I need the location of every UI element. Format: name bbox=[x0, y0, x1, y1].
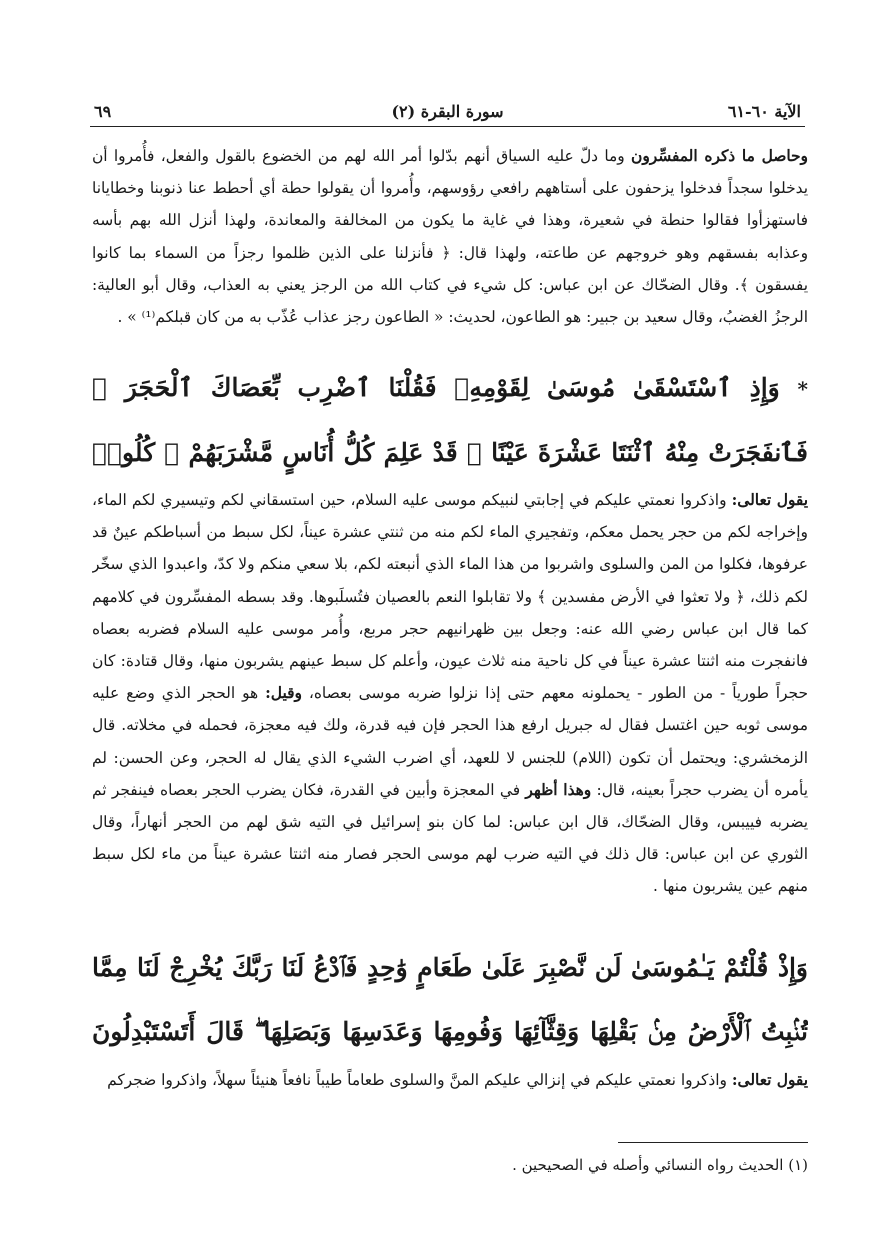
commentary-block-1 bbox=[92, 140, 808, 350]
emphasis-adhhar: وهذا أظهر bbox=[525, 780, 592, 799]
commentary-paragraph bbox=[92, 1064, 808, 1096]
commentary-block-3 bbox=[92, 1064, 808, 1112]
page-body bbox=[92, 140, 808, 1112]
paragraph-text: هو الحجر الذي وضع عليه موسى ثوبه حين اغتسل فقال له جبريل ارفع هذا الحجر فإن فيه قدرة، ولك فيه معجزة، فحمله في مخلاته. قال الزمخشري: ويحتمل أن تكون (اللام) للجنس لا للعهد، أي اضرب الشيء الذي يقال له الحجر، وعن الحسن: لم يأمره أن يضرب حجراً بعينه، قال: bbox=[92, 684, 808, 799]
paragraph-text: واذكروا نعمتي عليكم في إجابتي لنبيكم موسى عليه السلام، حين استسقاني لكم وتيسيري لكم الماء، وإخراجه لكم من حجر يحمل معكم، وتفجيري الماء لكم منه من ثنتي عشرة عيناً، لكل سبط من أسباطكم عينٌ قد عرفوها، فكلوا من المن والسلوى واشربوا من هذا الماء الذي أنبعته لكم، بلا سعي منكم ولا كدّ، واعبدوا الذي سخّر لكم ذلك، ﴿ ولا تعثوا في الأرض مفسدين ﴾ ولا تقابلوا النعم بالعصيان فتُسلَبوها. وقد بسطه المفسِّرون في كلامهم كما قال ابن عباس رضي الله عنه: وجعل بين ظهرانيهم حجر مربع، وأُمر موسى عليه السلام فضربه بعصاه فانفجرت منه اثنتا عشرة عيناً في كل ناحية منه ثلاث عيون، وأعلم كل سبط عينهم يشربون منها، وقال قتادة: كان حجراً طورياً - من الطور - يحملونه معهم حتى إذا نزلوا ضربه موسى بعصاه، bbox=[92, 491, 808, 703]
paragraph-lead: يقول تعالى: bbox=[731, 491, 808, 509]
paragraph-text: في المعجزة وأبين في القدرة، فكان يضرب الحجر بعصاه فينفجر ثم يضربه فييبس، وقال الضحّاك، قال ابن عباس: لما كان بنو إسرائيل في التيه شق لهم من الحجر أنهاراً، وقال الثوري عن ابن عباس: قال ذلك في التيه ضرب لهم موسى الحجر فصار منه اثنتا عشرة عيناً من ماء لكل سبط منهم عين يشربون منها . bbox=[92, 780, 808, 896]
emphasis-qila: وقيل: bbox=[265, 684, 302, 703]
paragraph-text: وما دلّ عليه السياق أنهم بدّلوا أمر الله لهم من الخضوع بالقول والفعل، فأُمروا أن يدخلوا سجداً فدخلوا يزحفون على أستاههم رافعي رؤوسهم، وأُمروا أن يقولوا حطة أي أحطط عنا ذنوبنا وخطايانا فاستهزأوا فقالوا حنطة في شعيرة، وهذا في غاية ما يكون من المخالفة والمعاندة، ولهذا أنزل الله بهم بأسه وعذابه بفسقهم وهو خروجهم عن طاعته، ولهذا قال: ﴿ فأنزلنا على الذين ظلموا رجزاً من السماء بما كانوا يفسقون ﴾. وقال الضحّاك عن ابن عباس: كل شيء في كتاب الله من الرجز يعني به العذاب، وقال أبو العالية: الرجزُ الغضبُ، وقال سعيد بن جبير: هو الطاعون، لحديث: « الطاعون رجز عذاب عُذّب به من كان قبلكم⁽¹⁾ » . bbox=[92, 147, 808, 327]
verse-star-marker: * bbox=[797, 377, 808, 401]
paragraph-text: واذكروا نعمتي عليكم في إنزالي عليكم المنَّ والسلوى طعاماً طيباً نافعاً هنيئاً سهلاً، واذكروا ضجركم bbox=[107, 1071, 732, 1089]
footnote-divider bbox=[618, 1142, 808, 1143]
footnote: (١) الحديث رواه النسائي وأصله في الصحيحين . bbox=[512, 1156, 808, 1174]
verse-61 bbox=[92, 936, 808, 1064]
verse-60-text: وَإِذِ ٱسْتَسْقَىٰ مُوسَىٰ لِقَوْمِهِۦ فَقُلْنَا ٱضْرِب بِّعَصَاكَ ٱلْحَجَرَ ۖ فَٱنفَجَرَتْ مِنْهُ ٱثْنَتَا عَشْرَةَ عَيْنًا ۖ قَدْ عَلِمَ كُلُّ أُنَاسٍ مَّشْرَبَهُمْ ۖ كُلُوا۟ bbox=[92, 373, 808, 467]
ayah-range: الآية ٦٠-٦١ bbox=[727, 102, 801, 121]
commentary-paragraph bbox=[92, 140, 808, 333]
surah-title: (٢) سورة البقرة bbox=[391, 102, 504, 121]
verse-61-text: وَإِذْ قُلْتُمْ يَـٰمُوسَىٰ لَن نَّصْبِرَ عَلَىٰ طَعَامٍ وَٰحِدٍ فَٱدْعُ لَنَا رَبَّكَ يُخْرِجْ لَنَا مِمَّا تُنۢبِتُ ٱلْأَرْضُ مِنۢ بَقْلِهَا وَقِثَّآئِهَا وَفُومِهَا وَعَدَسِهَا وَبَصَلِهَا ۖ قَالَ أَتَسْتَبْدِلُونَ bbox=[92, 953, 808, 1046]
verse-60 bbox=[92, 356, 808, 484]
commentary-block-2 bbox=[92, 484, 808, 930]
paragraph-lead: وحاصل ما ذكره المفسِّرون bbox=[631, 147, 808, 165]
paragraph-lead: يقول تعالى: bbox=[731, 1071, 808, 1089]
commentary-paragraph bbox=[92, 484, 808, 903]
page-header bbox=[90, 96, 805, 127]
page-number: ٦٩ bbox=[94, 102, 112, 121]
